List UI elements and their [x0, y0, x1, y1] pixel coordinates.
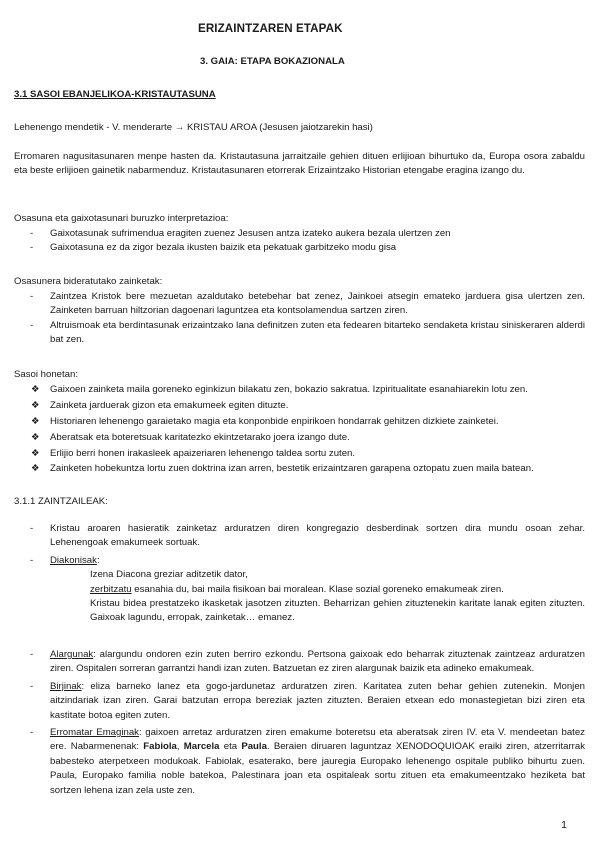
- care-list: [14, 290, 585, 348]
- term-birjinak: Birjinak: [50, 680, 82, 692]
- dash-marker: -: [30, 554, 34, 566]
- list-item: - Kristau aroaren hasieratik zainketaz arduratzen diren kongregazio desberdinak sortzen dira mundu osoan zehar. Lehenengoak emakumeek sortuak.: [30, 523, 585, 549]
- term-matronak: Erromatar Emaginak: [50, 726, 139, 738]
- season-list: [14, 383, 585, 478]
- carers-list-a: [14, 522, 585, 626]
- document-title: ERIZAINTZAREN ETAPAK: [198, 22, 343, 35]
- list-item: - Altruismoak eta berdintasunak erizaintzako lana definitzen zuten eta fedearen bitarteko sendaketa kristau siniskeraren alderdi bat zen.: [30, 319, 585, 346]
- dash-marker: -: [30, 726, 34, 738]
- list-item: ❖ Erlijio berri honen irakasleek apaizeriaren lehenengo taldea sortu zuten.: [14, 447, 585, 461]
- dash-marker: -: [30, 291, 34, 302]
- term-alargunak: Alargunak: [50, 649, 94, 660]
- name-fabiola: Fabiola: [143, 741, 177, 753]
- dash-marker: -: [30, 649, 34, 660]
- list-item: ❖ Historiaren lehenengo garaietako magia eta konponbide enpirikoen hondarrak gehitzen dizkiete zainketei.: [14, 415, 585, 429]
- term-diakonisak: Diakonisak: [50, 554, 97, 566]
- intro-paragraph: Erromaren nagusitasunaren menpe hasten da. Kristautasuna jarraitzaile gehien dituen erlijioan bihurtuko da, Europa osora zabaldu eta beste erlijioen gainetik nabarmenduz. Kristautasunaren etorrerak Erizaintzako Historian etengabe eragina izango du.: [14, 151, 585, 177]
- period-line: Lehenengo mendetik - V. menderarte → KRISTAU AROA (Jesusen jaiotzarekin hasi): [14, 122, 373, 133]
- list-item: ❖ Zainketen hobekuntza lortu zuen doktrina izan arren, bestetik erizaintzaren garapena oztopatu zuen maila batean.: [14, 462, 585, 476]
- dash-marker: -: [30, 680, 34, 692]
- health-list: [14, 227, 585, 256]
- document-subtitle: 3. GAIA: ETAPA BOKAZIONALA: [200, 56, 345, 67]
- health-lead: Osasuna eta gaixotasunari buruzko interpretazioa:: [14, 213, 229, 224]
- list-item: ❖ Zainketa jarduerak gizon eta emakumeek egiten dituzte.: [14, 399, 585, 413]
- dash-marker: -: [30, 319, 34, 331]
- diamond-bullet-icon: ❖: [31, 431, 40, 443]
- list-item-birjinak: - Birjinak: eliza barneko lanez eta gogo-jardunetaz arduratzen ziren. Karitatea zuten behar gehien zutenekin. Monjen aitzindariak izan ziren. Garai batzutan erropa bereziak jazten zituzten. Beraien etxean edo monastegietan bizi ziren eta kastitate botoa egiten zuten.: [30, 680, 585, 721]
- diamond-bullet-icon: ❖: [31, 463, 40, 475]
- list-item: - Gaixotasunak sufrimendua eragiten zuenez Jesusen antza izateko aukera bezala ulertzen zen: [14, 227, 585, 241]
- care-lead: Osasunera bideratutako zainketak:: [14, 276, 163, 287]
- list-item-diakonisak: - Diakonisak: Izena Diacona greziar aditzetik dator, zerbitzatu esanahia du, bai maila fisikoan bai moralean. Klase sozial goreneko emakumeak ziren. Kristau bidea prestatzeko ikasketak jasotzen zituzten. Beharrizan gehien zituztenekin karitate lanak egiten zituzten. Gaixoak lagundu, erropak, zainketak… emanez.: [14, 554, 585, 626]
- carers-list-b: [14, 648, 585, 798]
- list-item: - Gaixotasuna ez da zigor bezala ikusten baizik eta pekatuak garbitzeko modu gisa: [14, 241, 585, 255]
- diamond-bullet-icon: ❖: [31, 399, 40, 411]
- list-item: - Zaintzea Kristok bere mezuetan azaldutako betebehar bat zenez, Jainkoei atsegin emateko jarduera gisa ulertzen zen. Zainketen barruan hiltzorian dagoenari laguntzea eta kontsolamendua sartzen ziren.: [30, 291, 585, 317]
- diamond-bullet-icon: ❖: [31, 415, 40, 427]
- dash-marker: -: [30, 523, 34, 534]
- section-heading: 3.1 SASOI EBANJELIKOA-KRISTAUTASUNA: [14, 89, 216, 100]
- diakonisak-details: Izena Diacona greziar aditzetik dator, zerbitzatu esanahia du, bai maila fisikoan bai moralean. Klase sozial goreneko emakumeak ziren. Kristau bidea prestatzeko ikasketak jasotzen zituzten. Beharrizan gehien zituztenekin karitate lanak egiten zituzten. Gaixoak lagundu, erropak, zainketak… emanez.: [90, 569, 585, 624]
- season-lead: Sasoi honetan:: [14, 369, 79, 380]
- diamond-bullet-icon: ❖: [31, 384, 40, 395]
- name-marcela: Marcela: [183, 741, 220, 753]
- list-item-alargunak: - Alargunak: alargundu ondoren ezin zuten berriro ezkondu. Pertsona gaixoak edo beharrak zituztenak zaintzeaz arduratzen ziren. Ospitalen sorreran garrantzi handi izan zuten. Batzuetan ez ziren alargunak baizik eta adineko emakumeak.: [30, 649, 585, 675]
- diamond-bullet-icon: ❖: [31, 447, 40, 459]
- document-page: [14, 0, 585, 848]
- dash-marker: -: [30, 242, 34, 254]
- name-paula: Paula: [241, 741, 267, 753]
- list-item: ❖ Gaixoen zainketa maila goreneko eginkizun bilakatu zen, bokazio sakratua. Izpiritualitate esanahiarekin lotu zen.: [14, 383, 585, 397]
- list-item: ❖ Aberatsak eta boteretsuak karitatezko ekintzetarako joera izango dute.: [14, 431, 585, 445]
- page-number: 1: [561, 819, 567, 831]
- term-zerbitzatu: zerbitzatu: [90, 583, 132, 595]
- subsection-heading: 3.1.1 ZAINTZAILEAK:: [14, 496, 108, 507]
- dash-marker: -: [30, 228, 34, 239]
- list-item-matronak: - Erromatar Emaginak: gaixoen arretaz arduratzen ziren emakume boteretsu eta aberatsak ziren IV. eta V. mendeetan batez ere. Nabarmenenak: Fabiola, Marcela eta Paula. Beraien diruaren laguntzaz XENODOQUIOAK eraiki ziren, atzerritarrak babesteko aterpetxeen modukoak. Fabiolak, esaterako, bere jauregia Europako lehenengo ospitale publiko bihurtu zuen. Paula, Europako familia noble batekoa, Palestinara joan eta ospitaleak sortu zituen eta emakumeentzako heziketa bat sortzen lehena izan zela uste zen.: [30, 726, 586, 796]
